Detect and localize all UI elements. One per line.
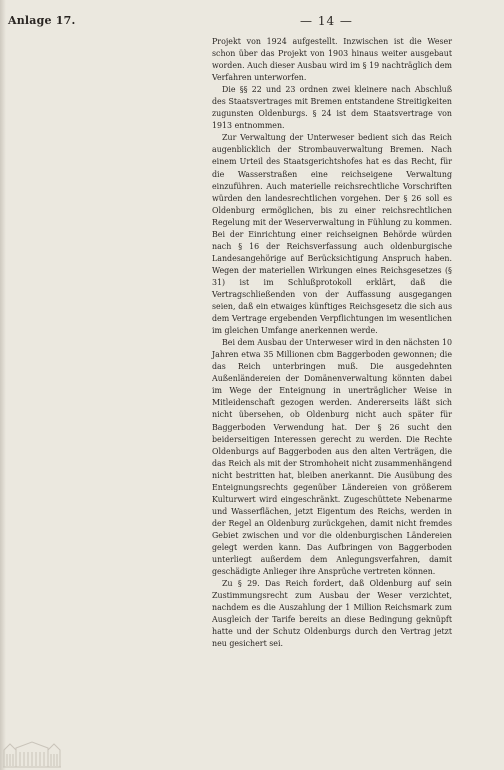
- paragraph: Bei dem Ausbau der Unterweser wird in den nächsten 10 Jahren etwa 35 Millionen cbm Baggerboden gewonnen; die das Reich unterbringen muß. Die ausgedehnten Außenländereien der Domänenverwaltung könnten dabei im Wege der Enteignung in unerträglicher Weise in Mitleidenschaft gezogen werden. Andererseits läßt sich nicht übersehen, ob Oldenburg nicht auch später für Baggerboden Verwendung hat. Der § 26 sucht den beiderseitigen Interessen gerecht zu werden. Die Rechte Oldenburgs auf Baggerboden aus den alten Verträgen, die das Reich als mit der Stromhoheit nicht zusammenhängend nicht bestritten hat, bleiben anerkannt. Die Ausübung des Enteignungsrechts gegenüber Ländereien von größerem Kulturwert wird eingeschränkt. Zugeschüttete Nebenarme und Wasserflächen, jetzt Eigentum des Reichs, werden in der Regel an Oldenburg zurückgehen, damit nicht fremdes Gebiet zwischen und vor die oldenburgischen Ländereien gelegt werden kann. Das Aufbringen von Baggerboden unterliegt außerdem dem Anlegungsverfahren, damit geschädigte Anlieger ihre Ansprüche vertreten können.: [212, 338, 452, 577]
- paragraph: Projekt von 1924 aufgestellt. Inzwischen ist die Weser schon über das Projekt von 1903 hinaus weiter ausgebaut worden. Auch dieser Ausbau wird im § 19 nachträglich dem Verfahren unterworfen.: [212, 37, 452, 83]
- building-facade-icon: [2, 740, 62, 768]
- body-text: [212, 36, 452, 650]
- paragraph: Zu § 29. Das Reich fordert, daß Oldenburg auf sein Zustimmungsrecht zum Ausbau der Weser verzichtet, nachdem es die Auszahlung der 1 Million Reichsmark zum Ausgleich der Tarife bereits an diese Bedingung geknüpft hatte und der Schutz Oldenburgs durch den Vertrag jetzt neu gesichert sei.: [212, 579, 452, 649]
- page-number: — 14 —: [300, 14, 353, 28]
- paragraph: Die §§ 22 und 23 ordnen zwei kleinere nach Abschluß des Staatsvertrages mit Bremen entstandene Streitigkeiten zugunsten Oldenburgs. § 24 ist dem Staatsvertrage von 1913 entnommen.: [212, 85, 452, 131]
- page-edge-shadow: [0, 0, 6, 770]
- paragraph: Zur Verwaltung der Unterweser bedient sich das Reich augenblicklich der Strombauverwaltung Bremen. Nach einem Urteil des Staatsgerichtshofes hat es das Recht, für die Wasserstraßen eine reichseigene Verwaltung einzuführen. Auch materielle reichsrechtliche Vorschriften würden den landesrechtlichen vorgehen. Der § 26 soll es Oldenburg ermöglichen, bis zu einer reichsrechtlichen Regelung mit der Weserverwaltung in Fühlung zu kommen. Bei der Einrichtung einer reichseignen Behörde würden nach § 16 der Reichsverfassung auch oldenburgische Landesangehörige auf Berücksichtigung Anspruch haben. Wegen der materiellen Wirkungen eines Reichsgesetzes (§ 31) ist im Schlußprotokoll erklärt, daß die Vertragschließenden von der Auffassung ausgegangen seien, daß ein etwaiges künftiges Reichsgesetz die sich aus dem Vertrage ergebenden Verpflichtungen im wesentlichen im gleichen Umfange anerkennen werde.: [212, 133, 452, 336]
- appendix-label: Anlage 17.: [8, 14, 76, 27]
